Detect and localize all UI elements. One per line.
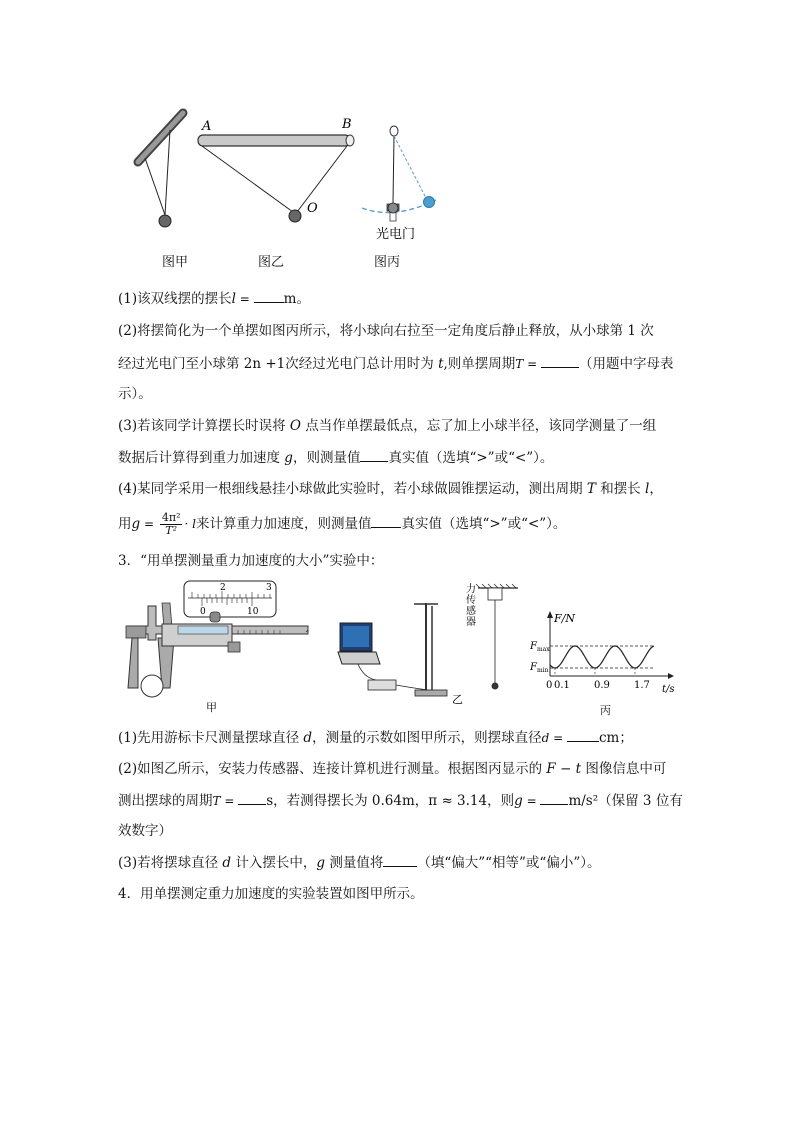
q2-part3-line2: 数据后计算得到重力加速度 g，则测量值 真实值（选填“>”或“<”）。 [118,447,553,468]
vernier-label-2: 2 [220,583,226,593]
graph-label-Fmax: $F_{max}$ [530,641,550,653]
figure-q3-apparatus [118,578,688,718]
vernier-label-10: 10 [247,607,259,617]
graph-tick-1.7: 1.7 [634,680,650,691]
q2-part4-line2: 用g = $\frac{\text{4π²}}{\text{T²}}$ · l来计算重力加速度，则测量值 真实值（选填“>”或“<”）。 [118,511,567,537]
figure-jia-double-pendulum [138,113,183,227]
q3-part2-line3: 效数字） [118,823,172,839]
q2-part1: (1)该双线摆的摆长l = m。 [118,288,310,309]
caption-fig-bing: 图丙 [374,255,401,270]
formula-fraction: $\frac{\text{4π²}}{\text{T²}}$ [161,511,181,537]
q2-part3-line1: (3)若该同学计算摆长时误将 O 点当作单摆最低点，忘了加上小球半径，该同学测量了一组 [118,418,657,434]
graph-force-curve [550,646,654,668]
q3-part2-line2: 测出摆球的周期T = s，若测得摆长为 0.64m，π ≈ 3.14，则g = m/s²（保留 3 位有 [118,790,683,811]
figure-bing-simple-pendulum [362,126,436,242]
caption-fig-yi: 图乙 [258,255,285,270]
answer-blank-q3-2a[interactable] [238,790,266,805]
graph-tick-0: 0 [546,680,553,691]
sensor-label: 力传感器 [466,584,476,628]
q3-part3: (3)若将摆球直径 d 计入摆长中，g 测量值将 （填“偏大”“相等”或“偏小”）。 [118,852,601,873]
q3-title: 3．“用单摆测量重力加速度的大小”实验中： [118,553,384,569]
graph-axis-F: F/N [554,612,575,625]
answer-blank-q3-2b[interactable] [540,790,568,805]
graph-tick-0.9: 0.9 [594,680,610,691]
answer-blank-q3-1[interactable] [567,727,599,742]
graph-axis-t: t/s [662,684,675,695]
figure-q3-bing-graph [529,611,675,695]
q4-title: 4．用单摆测定重力加速度的实验装置如图甲所示。 [118,886,424,902]
vernier-label-3: 3 [266,583,272,593]
q3-part2-line1: (2)如图乙所示，安装力传感器、连接计算机进行测量。根据图丙显示的 F − t 图像信息中可 [118,761,667,777]
caption-q3-bing: 丙 [600,704,611,717]
answer-blank-q2-4[interactable] [371,513,401,528]
q2-part2-line1: (2)将摆简化为一个单摆如图丙所示，将小球向右拉至一定角度后静止释放，从小球第 1 次 [118,323,654,339]
answer-blank-q3-3[interactable] [383,852,417,867]
graph-label-Fmin: $F_{min}$ [530,662,549,674]
q2-part2-line2: 经过光电门至小球第 2n +1次经过光电门总计用时为 t,则单摆周期T = （用题中字母表 [118,353,674,374]
label-B: B [342,117,352,132]
figure-yi-rod-pendulum [198,117,354,222]
answer-blank-q2-3[interactable] [360,447,388,462]
q2-part2-line3: 示）。 [118,386,152,402]
q2-part4-line1: (4)某同学采用一根细线悬挂小球做此实验时，若小球做圆锥摆运动，测出周期 T 和摆长 l， [118,481,663,497]
label-photogate: 光电门 [376,227,416,242]
q3-part1: (1)先用游标卡尺测量摆球直径 d，测量的示数如图甲所示，则摆球直径d = cm； [118,727,633,748]
caption-q3-yi: 乙 [452,693,463,706]
label-O: O [307,201,318,216]
answer-blank-q2-2[interactable] [541,353,579,368]
caption-fig-jia: 图甲 [162,255,189,270]
caption-q3-jia: 甲 [206,701,217,714]
vernier-label-0: 0 [200,607,206,617]
figure-q3-yi-setup [338,582,518,706]
answer-blank-q2-1[interactable] [254,288,284,303]
figure-vernier-caliper [126,581,308,714]
graph-tick-0.1: 0.1 [554,680,570,691]
label-A: A [202,119,212,134]
